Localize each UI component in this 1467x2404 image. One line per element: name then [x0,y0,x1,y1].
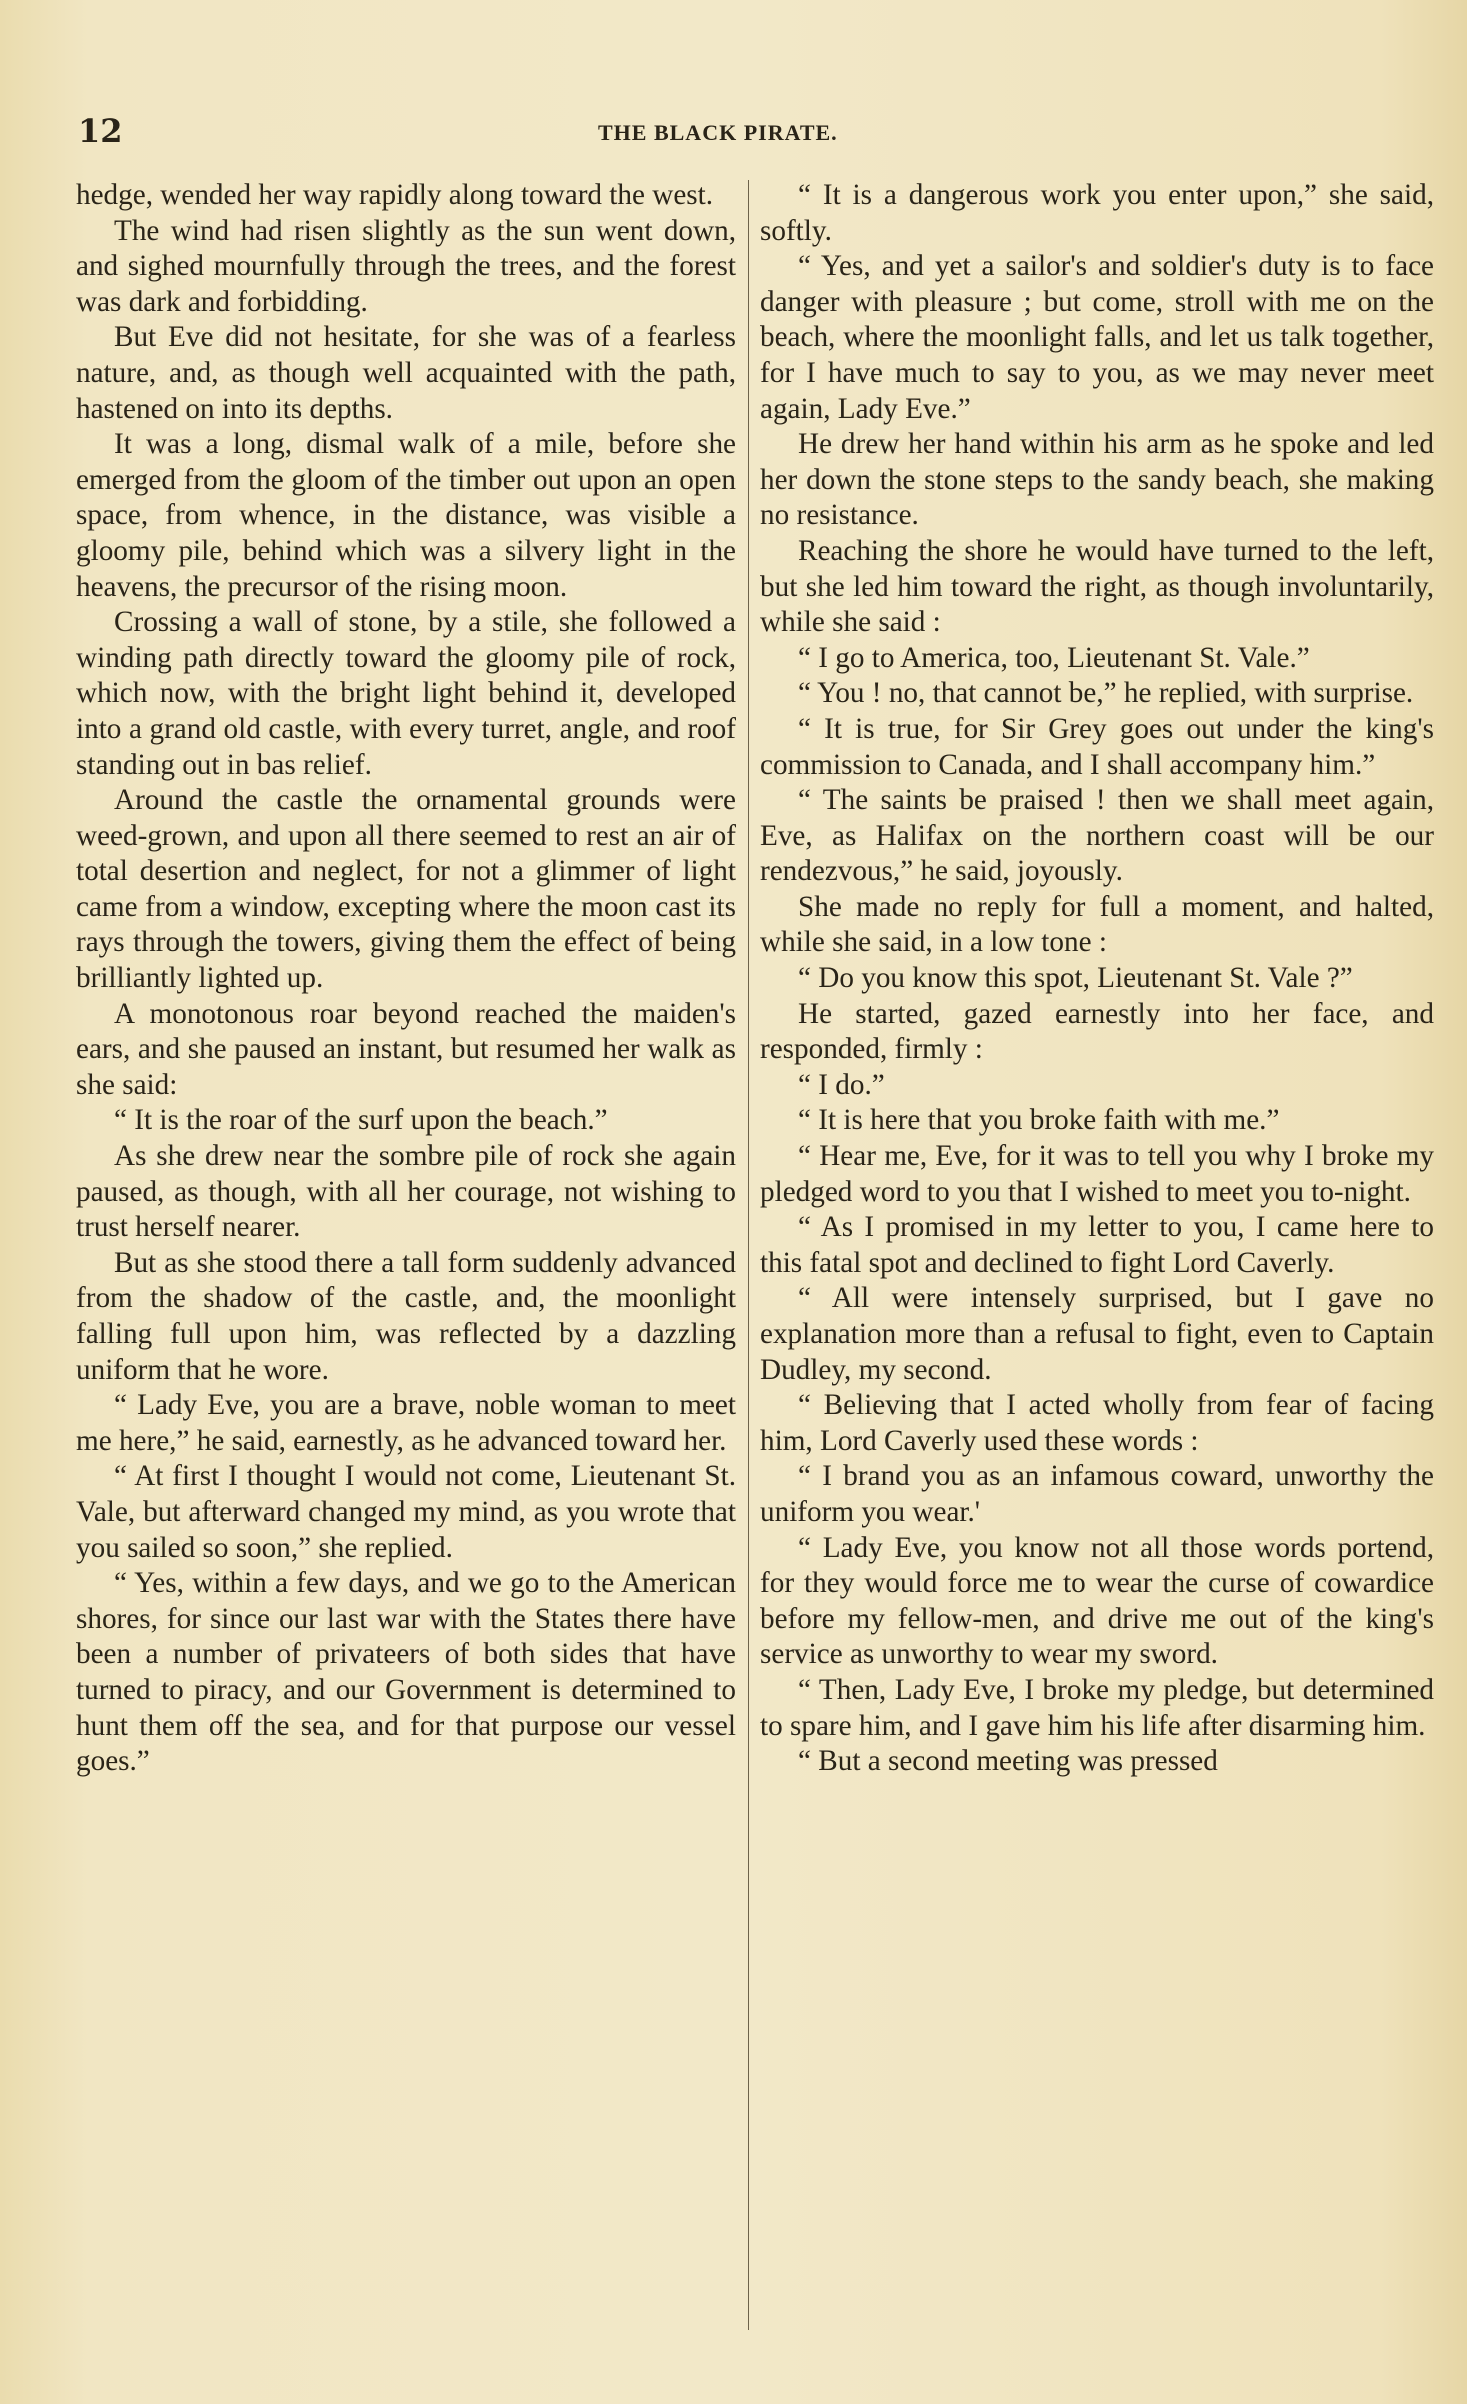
paragraph: hedge, wended her way rapidly along toward the west. [76,179,714,211]
column-divider [748,180,749,2330]
paragraph: “ It is the roar of the surf upon the beach.” [114,1104,608,1137]
paragraph: “ All were intensely surprised, but I gave no explanation more than a refusal to fight, even to Captain Dudley, my second. [760,1282,1434,1386]
paragraph: He started, gazed earnestly into her face, and responded, firmly : [760,997,1434,1066]
paragraph: “ Lady Eve, you are a brave, noble woman to meet me here,” he said, earnestly, as he advanced toward her. [76,1389,736,1457]
paragraph: “ Yes, within a few days, and we go to the American shores, for since our last war with the States there have been a number of privateers of both sides that have turned to piracy, and our Government is determined to hunt them off the sea, and for that purpose our vessel goes.” [76,1567,736,1778]
paragraph: A monotonous roar beyond reached the maiden's ears, and she paused an instant, but resumed her walk as she said: [76,997,736,1101]
paragraph: Crossing a wall of stone, by a stile, she followed a winding path directly toward the gloomy pile of rock, which now, with the bright light behind it, developed into a grand old castle, with every turret, angle, and roof standing out in bas relief. [76,606,736,781]
paragraph: He drew her hand within his arm as he spoke and led her down the stone steps to the sandy beach, she making no resistance. [760,428,1434,532]
left-column [76,178,736,1780]
paragraph: She made no reply for full a moment, and halted, while she said, in a low tone : [760,890,1434,959]
paragraph: “ I do.” [798,1068,885,1101]
page-number: 12 [78,112,123,150]
paragraph: “ I brand you as an infamous coward, unworthy the uniform you wear.' [760,1460,1434,1528]
paragraph: “ It is true, for Sir Grey goes out under the king's commission to Canada, and I shall accompany him.” [760,712,1434,781]
paragraph: The wind had risen slightly as the sun went down, and sighed mournfully through the trees, and the forest was dark and forbidding. [76,214,736,318]
paragraph: But Eve did not hesitate, for she was of a fearless nature, and, as though well acquainted with the path, hastened on into its depths. [76,321,736,425]
paragraph: As she drew near the sombre pile of rock she again paused, as though, with all her courage, not wishing to trust herself nearer. [76,1140,736,1244]
running-title: THE BLACK PIRATE. [598,120,838,145]
paragraph: “ I go to America, too, Lieutenant St. Vale.” [798,641,1310,674]
paragraph: “ Do you know this spot, Lieutenant St. Vale ?” [798,962,1353,995]
paragraph: “ Yes, and yet a sailor's and soldier's duty is to face danger with pleasure ; but come, stroll with me on the beach, where the moonlight falls, and let us talk together, for I have much to say to you, as we may never meet again, Lady Eve.” [760,250,1434,425]
paragraph: “ You ! no, that cannot be,” he replied, with surprise. [798,677,1414,710]
paragraph: “ As I promised in my letter to you, I came here to this fatal spot and declined to fight Lord Caverly. [760,1211,1434,1279]
page-header [78,112,1438,152]
paragraph: It was a long, dismal walk of a mile, before she emerged from the gloom of the timber out upon an open space, from whence, in the distance, was visible a gloomy pile, behind which was a silvery light in the heavens, the precursor of the rising moon. [76,428,736,603]
paragraph: Reaching the shore he would have turned to the left, but she led him toward the right, as though involuntarily, while she said : [760,534,1434,639]
paragraph: “ It is here that you broke faith with me.” [798,1104,1280,1137]
paragraph: “ At first I thought I would not come, Lieutenant St. Vale, but afterward changed my mind, as you wrote that you sailed so soon,” she replied. [76,1460,736,1564]
paragraph: But as she stood there a tall form suddenly advanced from the shadow of the castle, and, the moonlight falling full upon him, was reflected by a dazzling uniform that he wore. [76,1246,736,1386]
paragraph: “ Then, Lady Eve, I broke my pledge, but determined to spare him, and I gave him his life after disarming him. [760,1673,1434,1742]
paragraph: “ It is a dangerous work you enter upon,” she said, softly. [760,179,1434,247]
paragraph: “ But a second meeting was pressed [798,1745,1218,1778]
paragraph: “ Hear me, Eve, for it was to tell you why I broke my pledged word to you that I wished to meet you to-night. [760,1140,1434,1208]
paragraph: “ Lady Eve, you know not all those words portend, for they would force me to wear the curse of cowardice before my fellow-men, and drive me out of the king's service as unworthy to wear my sword. [760,1531,1434,1671]
paragraph: “ Believing that I acted wholly from fear of facing him, Lord Caverly used these words : [760,1389,1434,1457]
paragraph: Around the castle the ornamental grounds were weed-grown, and upon all there seemed to rest an air of total desertion and neglect, for not a glimmer of light came from a window, excepting where the moon cast its rays through the towers, giving them the effect of being brilliantly lighted up. [76,784,736,995]
right-column [760,178,1434,1780]
paragraph: “ The saints be praised ! then we shall meet again, Eve, as Halifax on the northern coast will be our rendezvous,” he said, joyously. [760,784,1434,888]
